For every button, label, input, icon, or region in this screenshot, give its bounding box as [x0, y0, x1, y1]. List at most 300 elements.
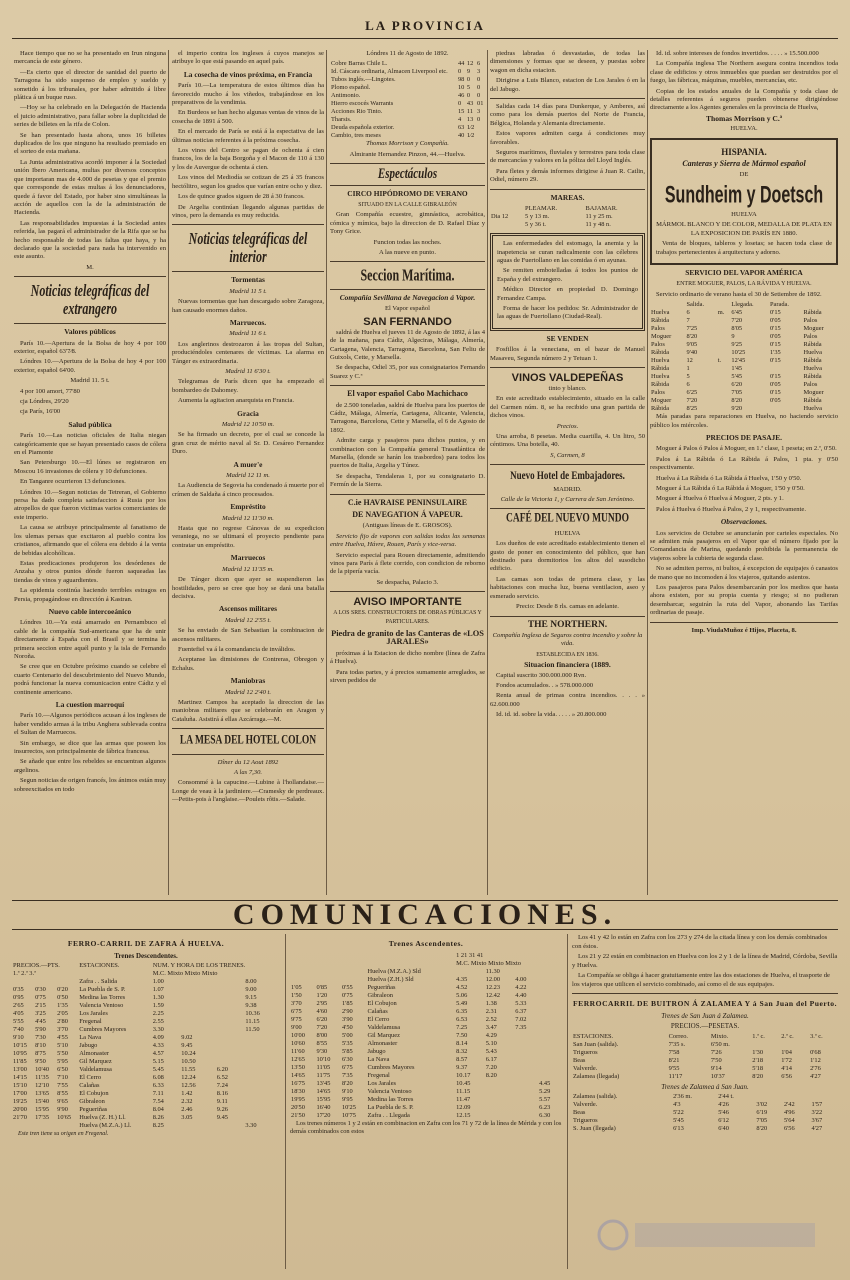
table-cell: 1'45: [731, 365, 743, 373]
table-cell: [538, 1040, 562, 1048]
paragraph: Se despacha, Odiel 35, por sus consignatarios Fernando Suarez y C.ª: [330, 364, 485, 380]
table-cell: 12.09: [456, 1103, 471, 1111]
table-cell: 7.11: [152, 1090, 164, 1097]
table-cell: 11.15: [245, 1018, 260, 1025]
table-cell: [755, 1093, 783, 1101]
table-cell: [485, 1080, 515, 1088]
table-cell: Valverde.: [573, 1064, 598, 1072]
table-cell: 10'40: [35, 1066, 50, 1073]
table-cell: Almonaster: [79, 1050, 110, 1057]
table-cell: [514, 1056, 538, 1064]
table-cell: [180, 986, 216, 994]
table-row: [290, 1096, 562, 1104]
table-cell: [180, 1010, 216, 1018]
table-cell: 6'50: [57, 1066, 68, 1073]
table-cell: [514, 1096, 538, 1104]
table-cell: 9.11: [216, 1098, 228, 1105]
section-banner: [12, 900, 838, 930]
table-cell: [244, 1106, 280, 1114]
table-cell: 7'05: [731, 389, 743, 397]
table-cell: 2'95: [316, 999, 328, 1007]
paragraph: San Petersburgo 10.—El lúnes se registraron en Moscou 16 invasiones de cólera y 10 defunciones.: [14, 459, 166, 475]
paragraph: París 10.—Algunos periódicos acusan á los ingleses de haber vendido armas á la tribu Anghera sublevada contra el Sultan de Marruecos.: [14, 712, 166, 737]
divider: [172, 271, 324, 272]
table-row: [12, 1106, 280, 1114]
table-cell: 8.20: [485, 1071, 497, 1079]
table-cell: 9'05: [686, 341, 698, 349]
paragraph: En el mercado de París se está á la espectativa de las últimas noticias referentes á la próxima cosecha.: [172, 128, 324, 144]
dateline: Madrid 12 11'35 m.: [222, 565, 274, 573]
railway-title: FERROCARRIL DE BUITRON Á ZALAMEA Y á San Juan del Puerto.: [572, 999, 837, 1008]
table-cell: 11.55: [181, 1066, 196, 1073]
table-cell: 1'72: [781, 1056, 792, 1064]
table-cell: [717, 389, 731, 397]
table-cell: [180, 1122, 216, 1130]
ad-title: CAFÉ DEL NUEVO MUNDO: [505, 512, 630, 526]
ad-subtitle: SITUADO EN LA CALLE GIBRALEÓN: [358, 202, 457, 209]
table-cell: 1.30: [152, 994, 164, 1001]
table-cell: 8.25: [152, 1122, 164, 1129]
table-cell: 6: [477, 60, 481, 68]
divider: [650, 622, 838, 623]
table-row: [330, 100, 485, 108]
table-cell: 9.37: [456, 1063, 468, 1071]
paragraph: Los pasajeros para Palos desembarcarán por los medios que hasta ahora existen, por su propia cuenta y riesgo; si no pudieran desembarcar, seguirán la ruta del Vapor, abonando las Tarifas ordinarias de pasaje.: [650, 584, 838, 617]
divider: [490, 367, 645, 368]
table-cell: 5'85: [341, 1047, 353, 1055]
table-cell: Huelva: [651, 373, 670, 381]
table-row: [290, 1064, 562, 1072]
paragraph: Lóndres 10.—Segun noticias de Tetreran, el Gobierno persa ha dado completa satisfaccion á Rusia por los atropellos de que fueron victimas varios comerciantes de este imperio.: [14, 488, 166, 521]
table-cell: 2'65: [13, 1002, 24, 1009]
paragraph: Los de quince grados siguen de 28 á 30 francos.: [178, 193, 305, 201]
table-cell: 6'56: [781, 1072, 792, 1080]
table-cell: Moguer: [651, 333, 672, 341]
paragraph: Aumenta la agitacion anarquista en Francia.: [178, 397, 295, 405]
table-cell: 8.04: [152, 1106, 164, 1113]
paragraph: Seguros marítimos, fluviales y terrestres para toda clase de mercancías y valores en la póliza del Lloyd Inglés.: [490, 149, 645, 165]
table-cell: El Cerro: [79, 1074, 102, 1081]
table-cell: 9'00: [291, 1023, 302, 1031]
table-cell: 13'50: [291, 1063, 305, 1071]
table-cell: 8'20: [341, 1079, 353, 1087]
agent-city: HUELVA.: [730, 125, 758, 133]
table-cell: [769, 405, 803, 413]
table-cell: [216, 994, 245, 1002]
paragraph: Las enfermedades del estomago, la anemia y la inapetencia se curan radicalmente con las célebres aguas de Fuertollano en las comidas ó en ayunas.: [497, 240, 638, 264]
descending-timetable: [12, 962, 280, 1130]
timetable-note: Los trenes números 1 y 2 están en combinacion en Zafra con los 71 y 72 de la línea de Mérida y con los demás combinados con estos: [290, 1119, 562, 1135]
table-row: [12, 1058, 280, 1066]
table-cell: 10'95: [13, 1050, 27, 1057]
table-cell: 6'30: [341, 1055, 353, 1063]
tide-time: 11 y 25 m.: [585, 213, 613, 221]
paragraph: de 2.500 toneladas, saldrá de Huelva para los puertos de Cádiz, Málaga, Almería, Cartagena, Alicante, Valencia, Tarragona, Barcelona, Cette y Marsella, el 6 de Agosto de 1892.: [330, 401, 485, 434]
ad-subtitle: DE: [739, 171, 749, 179]
column-5: [650, 50, 838, 895]
dateline: Madrid 12 11 m.: [226, 472, 270, 480]
table-cell: 0'05: [769, 397, 781, 405]
table-row: [12, 978, 280, 986]
paragraph: Estas predicaciones produjeron los desórdenes de Anzaha y otros puntos dónde fueron saqueadas las tiendas de vinos y aguardientes.: [14, 559, 166, 584]
dateline: Madrid 12 11'30 m.: [222, 514, 274, 522]
table-cell: 10.24: [181, 1050, 196, 1057]
paragraph: París 10.—La temperatura de estos últimos días ha favorecido mucho á los viñedos, trabajándose en los preparativos de la vendimia.: [172, 82, 324, 107]
table-cell: Gil Marquez: [79, 1058, 112, 1065]
table-cell: 12: [466, 60, 474, 68]
table-cell: 01: [477, 100, 484, 108]
prices-label: PRECIOS.—PESETAS.: [670, 1022, 740, 1030]
table-cell: 5.57: [539, 1095, 551, 1103]
table-cell: 3.30: [245, 1122, 257, 1129]
metals-price-table: [330, 60, 485, 140]
table-cell: 4.09: [152, 1034, 164, 1041]
table-cell: [717, 341, 731, 349]
table-cell: 6'75: [341, 1063, 353, 1071]
table-cell: [244, 1066, 280, 1074]
table-cell: 6'50 m.: [710, 1040, 730, 1048]
paragraph: Hasta que no regrese Cánovas de su expedicion veraniega, no se ultimará el proyecto pendiente para contratar un empréstito.: [172, 525, 324, 549]
table-cell: [56, 1122, 78, 1130]
table-cell: 13: [466, 116, 474, 124]
table-cell: Pegueriñas: [367, 983, 396, 991]
table-row: [572, 1109, 838, 1117]
table-row: [12, 1026, 280, 1034]
table-cell: 4.33: [152, 1042, 164, 1049]
table-cell: 12.24: [181, 1074, 196, 1081]
table-cell: Moguer: [803, 389, 824, 397]
dateline: Madrid 12 2'40 t.: [224, 688, 272, 696]
table-cell: 10'10: [316, 1055, 331, 1063]
dateline: Madrid 11 5 t.: [229, 287, 267, 295]
table-cell: [180, 1002, 216, 1010]
table-cell: 7.02: [515, 1015, 527, 1023]
table-cell: 1: [686, 365, 690, 373]
paragraph: De Argelia continúan llegando algunas partidas de vinos, pero la demanda es muy reducida.: [172, 203, 324, 219]
paragraph: Los vinos del Centro se pagan de ochenta á cien francos, los de la baja Borgoña y el Macon de 110 á 130 y los de Auvergue de ochenta á cien.: [172, 147, 324, 171]
paragraph: Los 21 y 22 están en combinacion en Huelva con los 2 y 1 de la línea de Madrid, Córdoba, Sevilla y Huelva.: [572, 953, 838, 969]
table-row: [572, 1073, 838, 1081]
paragraph: Salidas cada 14 días para Dunkerque, y Amberes, así como para los demás puertos del Norte de Francia, Bélgica, Holanda y Alemania directamente.: [490, 103, 645, 127]
column-header: 1.ª 2.ª 3.ª: [13, 970, 36, 977]
paragraph: Situacion financiera (1889.: [524, 660, 611, 670]
table-cell: 6'45: [731, 309, 743, 317]
table-cell: [341, 968, 366, 976]
paragraph: Precio: Desde 8 rls. camas en adelante.: [516, 603, 619, 611]
paragraph: De Tánger dicen que ayer se suspendieron las hostilidades, pero se cree que hoy se dará una batalla decisiva.: [172, 576, 324, 600]
table-cell: Los Jarales: [79, 1010, 108, 1017]
address: Calle de la Victoria 1, y Carrera de San Jerónimo.: [500, 496, 635, 504]
table-cell: Huelva: [803, 365, 822, 373]
table-cell: 8'20: [756, 1125, 768, 1132]
table-row: [290, 1000, 562, 1008]
table-cell: Rábida: [651, 349, 670, 357]
paragraph: Forma de hacer los pedidos: Sr. Administrador de las aguas de Fuertollano (Ciudad-Real).: [497, 304, 638, 321]
table-cell: 0: [477, 92, 481, 100]
paragraph: Moguer á La Rábida ó La Rábida á Moguer, 1'50 y 0'50.: [656, 484, 805, 492]
paragraph: Servicio fijo de vapores con salidas todas las semanas entre Huelva, Hávre, Rouen, París y vice-versa.: [330, 532, 485, 549]
table-cell: 5.10: [485, 1039, 497, 1047]
table-cell: 5'10: [57, 1042, 68, 1049]
paragraph: Se han presentado hasta ahora, unos 16 billetes duplicados de los que ninguno ha resultado premiado en el sorteo de esta mañana.: [14, 131, 166, 156]
table-cell: 0: [477, 116, 481, 124]
table-row: [290, 1040, 562, 1048]
table-cell: 15'95: [316, 1095, 331, 1103]
paragraph: Estos vapores admiten carga á condiciones muy favorables.: [490, 130, 645, 146]
table-cell: Cumbres Mayores: [79, 1026, 127, 1033]
table-cell: [485, 1096, 515, 1104]
paragraph: el imperio contra los ingleses á cuyos manejos se atribuye lo que está pasando en aquel país.: [172, 50, 324, 66]
table-cell: Id. Cáscara ordinaria, Almacen Liverpool etc.: [331, 68, 448, 76]
subheading: La cosecha de vinos próxima, en Francia: [183, 69, 313, 79]
table-row: [650, 341, 838, 349]
ad-brand: Sundheim y Doetsch: [664, 182, 824, 209]
table-cell: 5'00: [341, 1031, 353, 1039]
table-cell: 9'50: [35, 1058, 46, 1065]
table-cell: 4.22: [515, 983, 527, 991]
table-cell: El Cobujon: [367, 999, 397, 1007]
table-cell: 0'95: [13, 994, 24, 1001]
table-cell: [244, 1034, 280, 1042]
table-cell: 7'05: [756, 1117, 768, 1124]
table-cell: 9'90: [57, 1106, 68, 1113]
table-cell: [514, 1080, 538, 1088]
column-header: 3.ª c.: [810, 1032, 823, 1040]
table-cell: 11'17: [668, 1072, 683, 1080]
ad-title: AVISO IMPORTANTE: [353, 596, 462, 609]
table-cell: 6.53: [456, 1015, 468, 1023]
table-cell: 9: [466, 68, 471, 76]
paragraph: Hace tiempo que no se ha presentado en Irun ninguna mercancía de este género.: [14, 50, 166, 66]
divider: [490, 508, 645, 509]
table-cell: [538, 1072, 562, 1080]
paragraph: Servicio ordinario de verano hasta el 30 de Setiembre de 1892.: [656, 290, 822, 298]
table-row: [330, 68, 485, 76]
table-cell: 5'55: [13, 1018, 24, 1025]
paragraph: Moguer á Palos ó Palos á Moguer, en 1.ª clase, 1 peseta; en 2.ª, 0'50.: [656, 445, 837, 453]
table-cell: Palos: [651, 341, 665, 349]
section-heading: Noticias telegráficas del interior: [188, 228, 308, 267]
table-cell: 6'40: [718, 1125, 729, 1132]
table-cell: 2.32: [181, 1098, 193, 1105]
table-cell: 4'60: [316, 1007, 328, 1015]
table-cell: Pegueriñas: [79, 1106, 108, 1113]
paragraph: La Compañía se obliga á hacer gratuitamente entre las dos estaciones de Huelva, el trasporte de los viajeros que utilicen el servicio combinado, así como el de sus equipajes.: [572, 972, 830, 988]
table-cell: [216, 1050, 245, 1058]
table-cell: 19'95: [291, 1095, 305, 1103]
table-cell: 0: [457, 100, 462, 108]
table-row: [290, 1032, 562, 1040]
table-cell: Zafra . . Salida: [79, 978, 118, 985]
table-cell: 5.15: [152, 1058, 164, 1065]
table-row: [650, 389, 838, 397]
subheading: Ascensos militares: [219, 604, 277, 614]
table-cell: Palos: [803, 381, 818, 389]
table-cell: [538, 1016, 562, 1024]
table-cell: 0: [477, 76, 481, 84]
table-cell: [538, 984, 562, 992]
table-cell: San Juan (salida).: [573, 1040, 619, 1048]
table-row: [572, 1125, 838, 1133]
table-cell: 6.52: [216, 1074, 228, 1081]
library-watermark: [595, 1215, 825, 1255]
table-cell: [717, 373, 731, 381]
table-cell: [290, 968, 315, 976]
table-cell: 2'42: [783, 1101, 795, 1108]
section-heading: LA MESA DEL HOTEL COLON: [179, 734, 317, 748]
paragraph: París 10.—Las noticias oficiales de Italia niegan categóricamente que se hayan presentado casos de cólera en el Piamonte: [14, 432, 166, 457]
table-cell: Medina las Torres: [79, 994, 126, 1001]
section-heading: Seccion Marítima.: [360, 265, 455, 286]
table-cell: 2.31: [485, 1007, 497, 1015]
table-cell: 4'50: [341, 1023, 353, 1031]
table-cell: 12'65: [291, 1055, 305, 1063]
table-cell: [180, 994, 216, 1002]
railway-subtitle: Trenes Descendentes.: [114, 951, 178, 960]
paragraph: La Junta administrativa acordó imponer á la Sociedad unión Ibero Americana, multas por diversos conceptos que importaran mas de 4.000 de pesetas y que el premio que corresponde de estas multas á los denunciadores, quede á favor del Estado, por haber sino simultáneas la acción de aquellos con la de la administración de Hacienda.: [14, 158, 166, 217]
table-cell: 4'55: [57, 1034, 68, 1041]
divider: [330, 289, 485, 290]
railway-subtitle: Trenes de Zalamea á San Juan.: [661, 1082, 749, 1091]
table-cell: 11.47: [456, 1095, 471, 1103]
table-cell: 1.59: [152, 1002, 164, 1009]
table-cell: 5.49: [456, 999, 468, 1007]
table-row: [650, 405, 838, 413]
table-cell: [34, 1122, 56, 1130]
paragraph: La epidemia continúa haciendo terribles estragos en Persia, propagándose en dirección á Kastran.: [14, 587, 166, 603]
table-cell: 6'19: [756, 1109, 768, 1116]
table-cell: Gibraleon: [79, 1098, 105, 1105]
paragraph: Se añade que entre los rebeldes se encuentran algunos argelinos.: [14, 758, 166, 774]
table-cell: [455, 968, 485, 976]
paragraph: En Tanganre ocurrieron 13 defunciones.: [20, 478, 126, 486]
table-cell: Tharsis.: [331, 116, 352, 124]
table-cell: Zafra . . Llegada: [367, 1111, 410, 1119]
paragraph: Funcion todas las noches.: [373, 238, 442, 246]
table-cell: [783, 1093, 811, 1101]
table-cell: Rábida: [803, 341, 822, 349]
quote-line: cja París, 16'00: [20, 408, 61, 416]
paragraph: Palos á La Rábida ó La Rábida á Palos, 1 pta. y 0'50 respectivamente.: [650, 455, 838, 472]
paragraph: MÁRMOL BLANCO Y DE COLOR, MEDALLA DE PLATA EN LA EXPOSICION DE PARÍS EN 1880.: [656, 221, 832, 237]
table-cell: 9'75: [291, 1015, 302, 1023]
table-cell: 14'65: [316, 1087, 331, 1095]
table-cell: 9'95: [341, 1095, 353, 1103]
table-cell: Cambio, tres meses: [331, 132, 381, 140]
table-cell: 4.45: [539, 1079, 551, 1087]
ship-name: SAN FERNANDO: [363, 315, 452, 328]
table-cell: Huelva: [651, 357, 670, 365]
table-row: [290, 1048, 562, 1056]
table-cell: 8.32: [456, 1047, 468, 1055]
table-cell: 3'02: [756, 1101, 768, 1108]
paragraph: Los 41 y 42 lo están en Zafra con los 273 y 274 de la citada línea y con los demás combinados con éstos.: [572, 934, 828, 950]
ad-subtitle: HUELVA: [554, 529, 581, 537]
column-header: PRECIOS.—PTS.: [13, 962, 60, 969]
table-cell: 7.50: [456, 1031, 468, 1039]
table-cell: [216, 1042, 245, 1050]
table-cell: 10: [457, 84, 465, 92]
table-cell: [341, 976, 366, 984]
subheading: Marruecos.: [229, 317, 267, 327]
table-cell: [514, 1048, 538, 1056]
table-cell: 2'05: [57, 1010, 68, 1017]
table-row: [650, 357, 838, 365]
dateline: Madrid 11. 5 t.: [70, 377, 110, 385]
ad-title: Compañía Sevillana de Navegacion á Vapor.: [339, 292, 476, 302]
table-cell: [216, 1010, 245, 1018]
table-cell: 4'96: [783, 1109, 795, 1116]
table-cell: Rábida: [803, 397, 822, 405]
table-cell: 3'22: [811, 1109, 823, 1116]
table-cell: Acciones Rio Tinto.: [331, 108, 383, 116]
subheading: A muer'e: [233, 459, 263, 469]
table-cell: [538, 1000, 562, 1008]
table-cell: 0'15: [769, 325, 781, 333]
table-cell: 7'40: [13, 1026, 24, 1033]
table-cell: 8'00: [316, 1031, 328, 1039]
table-cell: 1⁄2: [466, 132, 475, 140]
hispania-ad: [650, 138, 838, 265]
table-cell: 2.46: [181, 1106, 193, 1113]
tide-label: BAJAMAR.: [585, 205, 618, 213]
column-header: Mixto.: [710, 1032, 729, 1040]
subheading: Empréstito: [230, 502, 266, 512]
column-divider: [285, 934, 286, 1269]
ad-title: HISPANIA.: [721, 146, 767, 157]
table-cell: 18'30: [291, 1087, 305, 1095]
table-cell: 1'57: [811, 1101, 823, 1108]
railway-ascending: [290, 934, 562, 1269]
paragraph: Segun noticias de origen francés, los ánimos están muy sobreexcitados en todo: [14, 777, 166, 793]
table-row: [572, 1101, 838, 1109]
table-cell: 9: [731, 333, 735, 341]
table-cell: Cumbres Mayores: [367, 1063, 415, 1071]
table-cell: 4: [457, 116, 462, 124]
table-row: [290, 1112, 562, 1120]
table-row: [330, 76, 485, 84]
table-cell: Huelva (M.Z.A.) Ll.: [79, 1122, 132, 1129]
table-cell: Beas: [573, 1109, 586, 1116]
table-cell: 2.55: [152, 1018, 164, 1025]
table-cell: 5'64: [783, 1117, 795, 1124]
ad-title: Piedra de granito de las Canteras de «LOS JARALES»: [331, 629, 484, 647]
table-cell: 8'21: [668, 1056, 680, 1064]
paragraph: Telegramas de París dicen que ha empezado el bombardeo de Dahomey.: [172, 378, 324, 394]
table-cell: 7'55: [57, 1082, 68, 1089]
railway-descending: [12, 934, 280, 1269]
table-cell: 10.17: [456, 1071, 471, 1079]
table-cell: 9'14: [710, 1064, 722, 1072]
table-cell: [315, 976, 340, 984]
section-heading: Espectáculos: [377, 166, 438, 182]
table-cell: 9'20: [731, 405, 743, 413]
divider: [490, 189, 645, 190]
table-row: [290, 992, 562, 1000]
paragraph: Aceptanse las dimisiones de Contreras, Obregon y Echalus.: [172, 656, 324, 672]
paragraph: Se ha enviado de San Sebastian la combinacion de ascensos militares.: [172, 627, 324, 643]
table-cell: 11'35: [35, 1074, 49, 1081]
table-cell: [216, 1058, 245, 1066]
table-cell: [751, 1041, 780, 1049]
paragraph: En este acreditado establecimiento, situado en la calle del Carmen núm. 8, se ha recibido una gran partida de dichos vinos.: [490, 395, 645, 420]
table-cell: Valverde.: [573, 1101, 598, 1108]
table-cell: 4.57: [152, 1050, 164, 1057]
table-cell: 8'20: [731, 397, 743, 405]
paragraph: Compañía Inglesa de Seguros contra incendio y sobre la vida.: [492, 631, 643, 648]
paragraph: Se despacha, Tendaleras 1, por su consignatario D. Fermín de la Sierra.: [330, 472, 485, 489]
table-cell: 0'05: [769, 381, 781, 389]
